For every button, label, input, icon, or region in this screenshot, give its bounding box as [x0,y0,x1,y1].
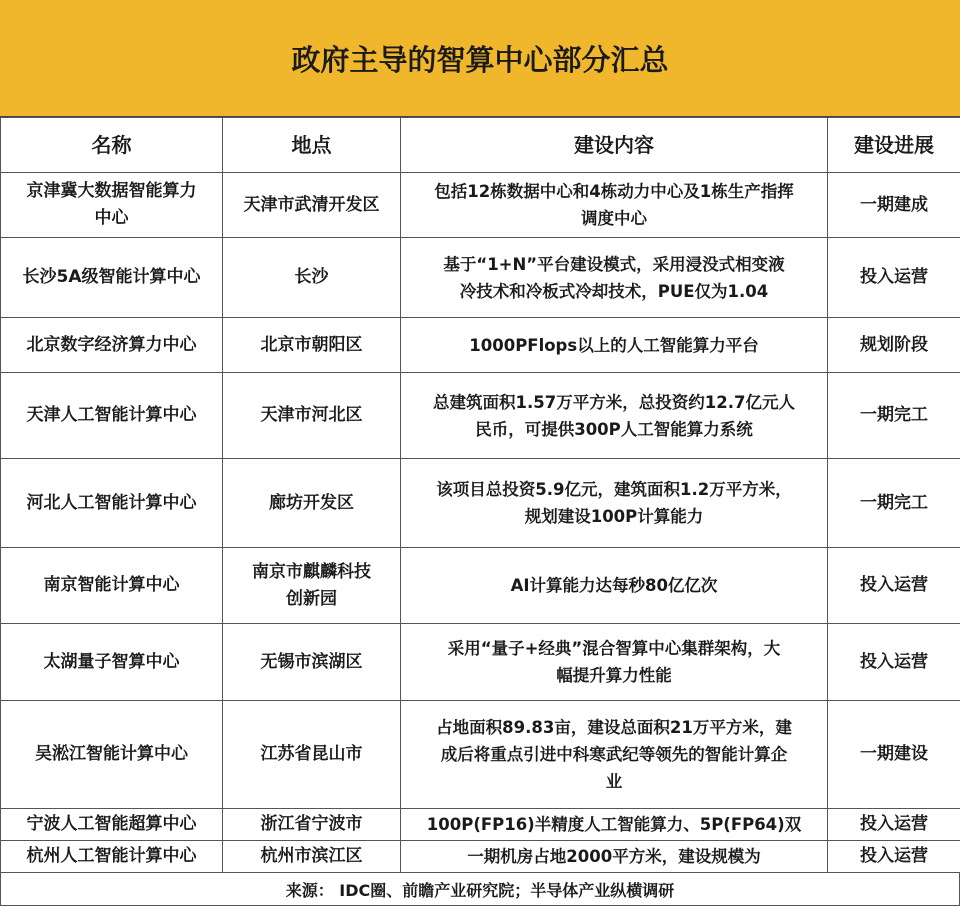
construction-content-line: 包括12栋数据中心和4栋动力中心及1栋生产指挥 [434,182,793,201]
construction-content-line: AI计算能力达每秒80亿亿次 [511,576,718,595]
header-content: 建设内容 [401,118,828,173]
center-name-line: 吴淞江智能计算中心 [35,744,188,764]
data-table [0,117,960,873]
progress-cell: 一期建成 [828,173,960,238]
construction-content-cell [401,624,828,701]
center-name-line: 中心 [95,208,129,228]
progress-cell: 投入运营 [828,809,960,841]
center-name-cell [1,173,223,238]
page-title: 政府主导的智算中心部分汇总 [0,0,960,117]
center-name-cell [1,624,223,701]
construction-content-line: 业 [606,772,623,791]
center-name-cell [1,373,223,459]
location-line: 廊坊开发区 [269,493,354,513]
center-name-line: 京津冀大数据智能算力 [27,181,197,201]
location-line: 创新园 [286,589,337,609]
construction-content-line: 基于“1+N”平台建设模式，采用浸没式相变液 [443,255,784,274]
table-row [1,548,960,624]
location-line: 长沙 [295,267,329,287]
construction-content-line: 民币，可提供300P人工智能算力系统 [475,420,753,439]
center-name-line: 北京数字经济算力中心 [27,335,197,355]
table-header-row [1,118,960,173]
construction-content-cell [401,548,828,624]
center-name-line: 太湖量子智算中心 [44,652,180,672]
center-name-cell [1,548,223,624]
progress-cell: 投入运营 [828,841,960,873]
location-cell [223,624,401,701]
center-name-line: 天津人工智能计算中心 [27,405,197,425]
construction-content-line: 成后将重点引进中科寒武纪等领先的智能计算企 [441,745,788,764]
location-line: 天津市武清开发区 [244,195,380,215]
construction-content-line: 冷技术和冷板式冷却技术，PUE仅为1.04 [460,282,768,301]
location-line: 浙江省宁波市 [261,814,363,834]
construction-content-line: 规划建设100P计算能力 [525,507,704,526]
progress-cell: 投入运营 [828,624,960,701]
location-cell [223,318,401,373]
location-cell [223,701,401,809]
location-cell [223,238,401,318]
center-name-line: 河北人工智能计算中心 [27,493,197,513]
location-cell [223,459,401,548]
center-name-line: 南京智能计算中心 [44,575,180,595]
table-row [1,841,960,873]
progress-cell: 一期完工 [828,373,960,459]
header-location: 地点 [223,118,401,173]
table-row [1,701,960,809]
center-name-cell [1,841,223,873]
construction-content-line: 采用“量子+经典”混合智算中心集群架构，大 [448,639,781,658]
location-cell [223,548,401,624]
center-name-cell [1,238,223,318]
progress-cell: 一期建设 [828,701,960,809]
construction-content-line: 占地面积89.83亩，建设总面积21万平方米，建 [436,718,792,737]
construction-content-line: 100P(FP16)半精度人工智能算力、5P(FP64)双 [427,815,801,834]
construction-content-line: 一期机房占地2000平方米，建设规模为 [467,847,760,866]
center-name-cell [1,701,223,809]
table-row [1,373,960,459]
location-line: 南京市麒麟科技 [252,562,371,582]
header-progress: 建设进展 [828,118,960,173]
source-footer: 来源： IDC圈、前瞻产业研究院；半导体产业纵横调研 [0,873,960,906]
center-name-cell [1,318,223,373]
center-name-cell [1,459,223,548]
construction-content-cell [401,701,828,809]
header-name: 名称 [1,118,223,173]
construction-content-cell [401,809,828,841]
center-name-cell [1,809,223,841]
construction-content-line: 该项目总投资5.9亿元，建筑面积1.2万平方米， [436,480,791,499]
construction-content-cell [401,459,828,548]
construction-content-line: 1000PFlops以上的人工智能算力平台 [469,336,758,355]
construction-content-cell [401,238,828,318]
table-row [1,809,960,841]
table-row [1,238,960,318]
table-row [1,624,960,701]
table-row [1,173,960,238]
construction-content-cell [401,373,828,459]
progress-cell: 投入运营 [828,548,960,624]
location-line: 北京市朝阳区 [261,335,363,355]
construction-content-cell [401,841,828,873]
table-row [1,318,960,373]
construction-content-line: 幅提升算力性能 [556,666,672,685]
location-line: 无锡市滨湖区 [261,652,363,672]
progress-cell: 一期完工 [828,459,960,548]
location-cell [223,173,401,238]
location-cell [223,809,401,841]
construction-content-cell [401,173,828,238]
construction-content-line: 总建筑面积1.57万平方米，总投资约12.7亿元人 [433,393,795,412]
center-name-line: 杭州人工智能计算中心 [27,846,197,866]
location-cell [223,373,401,459]
location-line: 江苏省昆山市 [261,744,363,764]
construction-content-line: 调度中心 [581,209,647,228]
progress-cell: 投入运营 [828,238,960,318]
center-name-line: 长沙5A级智能计算中心 [23,267,201,287]
table-row [1,459,960,548]
construction-content-cell [401,318,828,373]
location-line: 杭州市滨江区 [261,846,363,866]
location-line: 天津市河北区 [261,405,363,425]
progress-cell: 规划阶段 [828,318,960,373]
center-name-line: 宁波人工智能超算中心 [27,814,197,834]
location-cell [223,841,401,873]
